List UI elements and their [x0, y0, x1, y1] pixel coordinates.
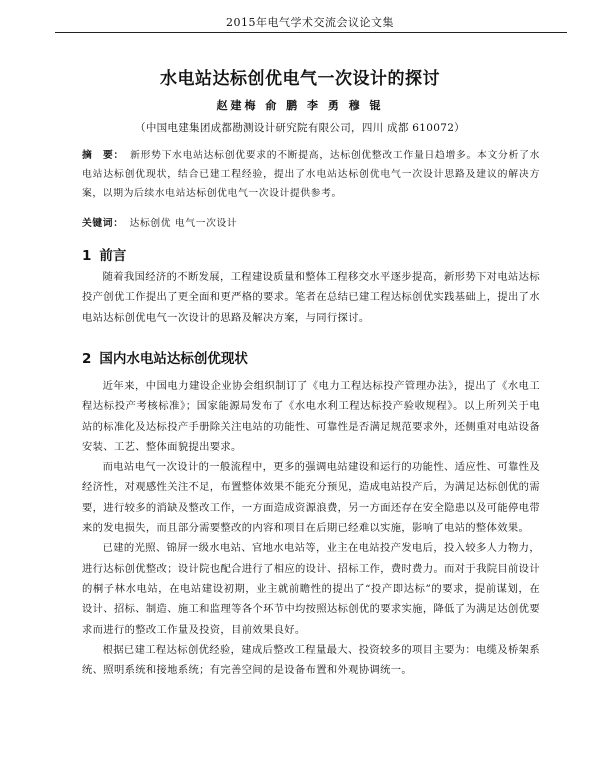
abstract — [82, 146, 540, 203]
section-heading-2 — [82, 347, 248, 367]
section-title: 国内水电站达标创优现状 — [99, 351, 248, 367]
paragraph: 已建的光照、锦屏一级水电站、官地水电站等，业主在电站投产发电后，投入较多人力物力，进行达标创优整改；设计院也配合进行了相应的设计、招标工作，费时费力。而对于我院目前设计的桐子林水电站，在电站建设初期，业主就前瞻性的提出了“投产即达标”的要求，提前谋划，在设计、招标、制造、施工和监理等各个环节中均按照达标创优的要求实施，降低了为满足达创优要求而进行的整改工作量及投资，目前效果良好。 — [82, 542, 540, 636]
paragraph: 近年来，中国电力建设企业协会组织制订了《电力工程达标投产管理办法》，提出了《水电工程达标投产考核标准》；国家能源局发布了《水电水利工程达标投产验收规程》。以上所列关于电站的标准化及达标投产手册除关注电站的功能性、可靠性是否满足规范要求外，还侧重对电站设备安装、工艺、整体面貌提出要求。 — [82, 380, 540, 453]
keywords-label: 关键词： — [82, 218, 124, 229]
header-rule — [55, 32, 567, 33]
section-title: 前言 — [99, 248, 127, 264]
section-1-body — [82, 267, 540, 328]
keywords — [82, 215, 540, 229]
section-2-body — [82, 376, 540, 680]
affiliation: （中国电建集团成都勘测设计研究院有限公司，四川 成都 610072） — [135, 122, 465, 134]
abstract-text: 新形势下水电站达标创优要求的不断提高，达标创优整改工作量日趋增多。本文分析了水电站达标创优现状，结合已建工程经验，提出了水电站达标创优电气一次设计思路及建议的解决方案，以期为后续水电站达标创优电气一次设计提供参考。 — [82, 150, 540, 199]
section-number: 1 — [82, 248, 92, 264]
paper-title: 水电站达标创优电气一次设计的探讨 — [160, 69, 440, 89]
section-heading-1 — [82, 244, 126, 264]
paragraph: 根据已建工程达标创优经验，建成后整改工程量最大、投资较多的项目主要为：电缆及桥架系统、照明系统和接地系统；有完善空间的是设备布置和外观协调统一。 — [82, 643, 540, 677]
abstract-label: 摘 要： — [82, 150, 125, 161]
section-number: 2 — [82, 351, 92, 367]
running-head: 2015年电气学术交流会议论文集 — [226, 16, 394, 29]
paragraph: 而电站电气一次设计的一般流程中，更多的强调电站建设和运行的功能性、适应性、可靠性及经济性，对观感性关注不足，布置整体效果不能充分预见，造成电站投产后，为满足达标创优的需要，进行较多的消缺及整改工作，一方面造成资源浪费，另一方面还存在安全隐患以及可能停电带来的发电损失，而且部分需要整改的内容和项目在后期已经难以实施，影响了电站的整体效果。 — [82, 461, 540, 535]
paragraph: 随着我国经济的不断发展，工程建设质量和整体工程移交水平逐步提高，新形势下对电站达标投产创优工作提出了更全面和更严格的要求。笔者在总结已建工程达标创优实践基础上，提出了水电站达标创优电气一次设计的思路及解决方案，与同行探讨。 — [82, 271, 540, 324]
author-list: 赵建梅 俞 鹏 李 勇 穆 锟 — [216, 99, 384, 112]
keywords-text: 达标创优 电气一次设计 — [129, 218, 238, 229]
